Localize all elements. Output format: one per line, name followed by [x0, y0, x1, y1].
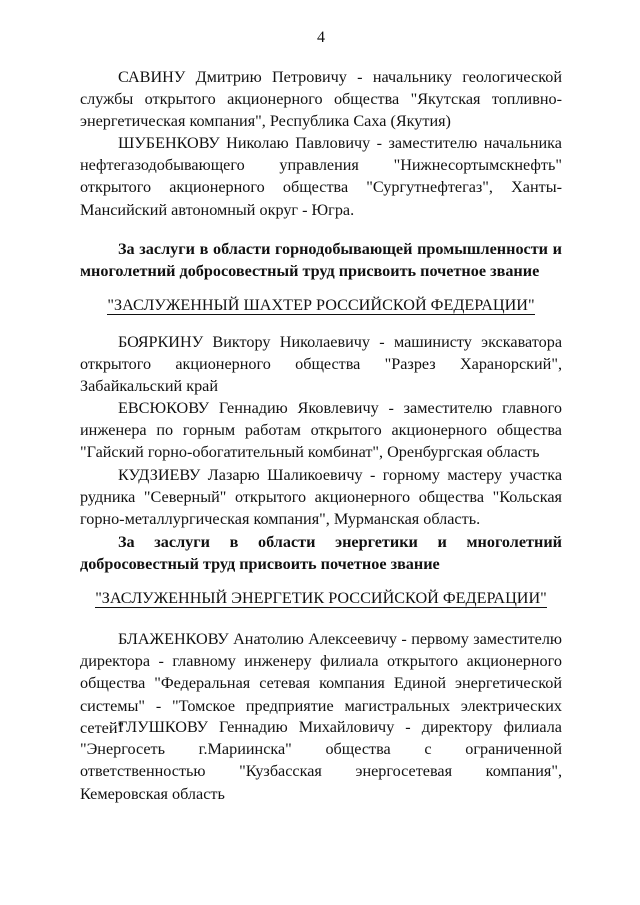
page-number: 4 [317, 29, 325, 46]
honorary-title-energy: "ЗАСЛУЖЕННЫЙ ЭНЕРГЕТИК РОССИЙСКОЙ ФЕДЕРАЦИИ" [95, 589, 547, 607]
honorary-title-miner: "ЗАСЛУЖЕННЫЙ ШАХТЕР РОССИЙСКОЙ ФЕДЕРАЦИИ" [107, 296, 535, 314]
honorary-title-energy-wrap [80, 587, 562, 609]
award-entry-shubenkov: ШУБЕНКОВУ Николаю Павловичу - заместителю начальника нефтегазодобывающего управления "Нижнесортымскнефть" открытого акционерного общества "Сургутнефтегаз", Ханты-Мансийский автономный округ - Югра. [80, 134, 562, 219]
award-entry-kudziev: КУДЗИЕВУ Лазарю Шаликоевичу - горному мастеру участка рудника "Северный" открытого акционерного общества "Кольская горно-металлургическая компания", Мурманская область. [80, 466, 562, 529]
award-entry-evsyukov: ЕВСЮКОВУ Геннадию Яковлевичу - заместителю главного инженера по горным работам открытого акционерного общества "Гайский горно-обогатительный комбинат", Оренбургская область [80, 399, 562, 462]
award-entry-glushkov: ГЛУШКОВУ Геннадию Михайловичу - директору филиала "Энергосеть г.Мариинска" общества с ограниченной ответственностью "Кузбасская энергосетевая компания", Кемеровская область [80, 718, 562, 803]
award-entry-boyarkin: БОЯРКИНУ Виктору Николаевичу - машинисту экскаватора открытого акционерного общества "Разрез Харанорский", Забайкальский край [80, 333, 562, 396]
honorary-title-miner-wrap [80, 294, 562, 316]
section-heading-energy: За заслуги в области энергетики и многолетний добросовестный труд присвоить почетное звание [80, 533, 562, 574]
award-entry-blazhenkov: БЛАЖЕНКОВУ Анатолию Алексеевичу - первому заместителю директора - главному инженеру филиала открытого акционерного общества "Федеральная сетевая компания Единой энергетической системы" - "Томское предприятие магистральных электрических сетей" [80, 630, 562, 737]
section-heading-mining: За заслуги в области горнодобывающей промышленности и многолетний добросовестный труд присвоить почетное звание [80, 240, 562, 281]
award-entry-savin: САВИНУ Дмитрию Петровичу - начальнику геологической службы открытого акционерного общества "Якутская топливно-энергетическая компания", Республика Саха (Якутия) [80, 68, 562, 131]
